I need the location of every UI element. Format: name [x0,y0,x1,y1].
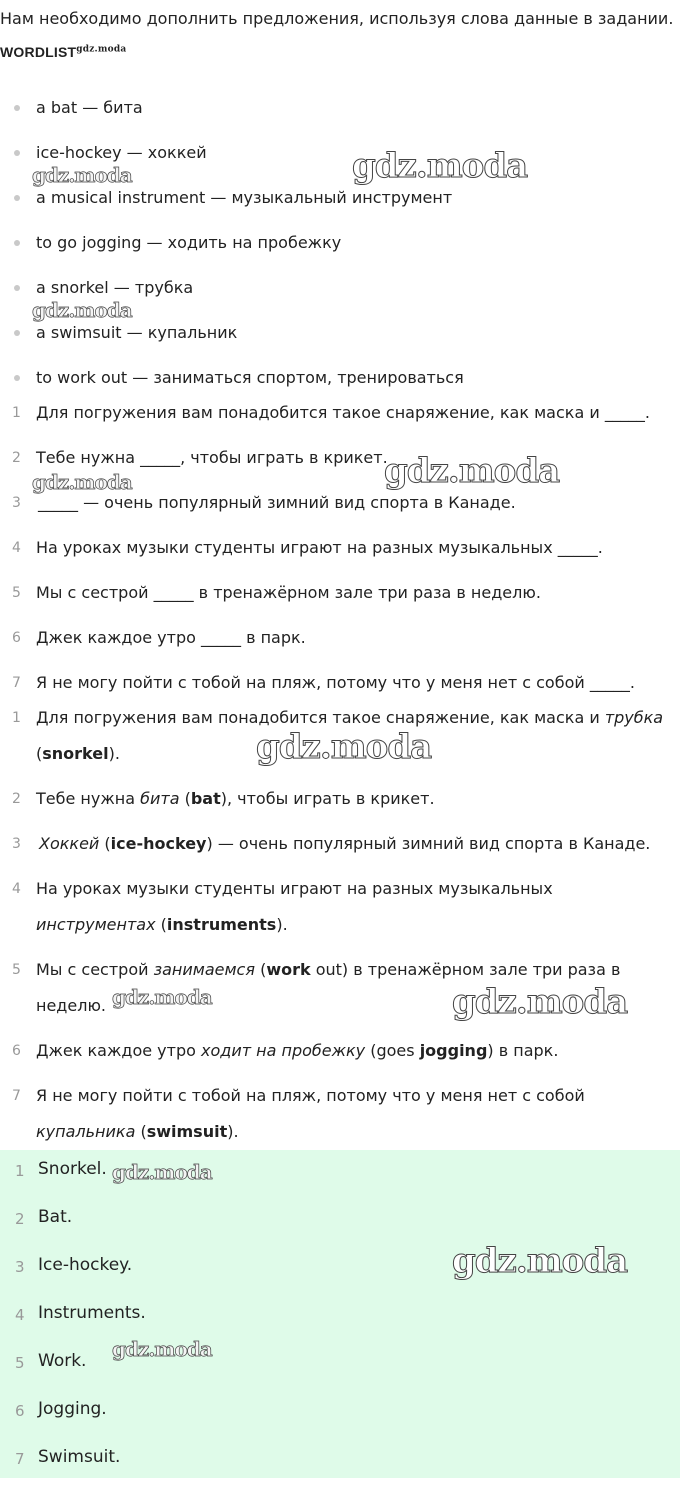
answer-text: ( [135,1122,147,1141]
short-answer: Work. [38,1351,87,1371]
bullet-icon [14,285,20,291]
answer-text: ) в парк. [487,1041,559,1060]
answer-ru: бита [140,789,180,808]
list-item: to go jogging — ходить на пробежку [36,233,342,252]
task-item: Для погружения вам понадобится такое снаряжение, как маска и _____. [36,403,650,422]
bullet-icon [14,240,20,246]
task-item: Мы с сестрой _____ в тренажёрном зале три раза в неделю. [36,583,541,602]
answer-item [36,1078,676,1150]
answer-text: Мы с сестрой [36,960,154,979]
answer-en: jogging [419,1041,488,1060]
item-number: 4 [12,881,21,897]
answer-text: ). [276,915,288,934]
task-item: Тебе нужна _____, чтобы играть в крикет. [36,448,388,467]
bullet-icon [14,150,20,156]
item-number: 7 [12,675,21,691]
task-item: Джек каждое утро _____ в парк. [36,628,306,647]
watermark: gdz.moda [256,727,432,767]
short-answer-box [0,1150,680,1478]
answer-text: ) — очень популярный зимний вид спорта в Канаде. [206,834,651,853]
answer-en: bat [190,789,221,808]
bullet-icon [14,330,20,336]
wordlist-title: WORDLIST [0,44,77,60]
item-number: 7 [12,1088,21,1104]
short-answer: Snorkel. [38,1159,107,1179]
list-item: a musical instrument — музыкальный инструмент [36,188,453,207]
item-number: 1 [12,405,21,421]
answer-en: snorkel [42,744,109,763]
answer-ru: ходит на пробежку [201,1041,366,1060]
answer-text: out) в тренажёрном зале три раза в неделю. [36,960,621,1015]
answer-item [39,826,679,862]
item-number: 6 [12,630,21,646]
answer-text: ( [99,834,111,853]
task-item: _____ — очень популярный зимний вид спорта в Канаде. [38,493,516,512]
answer-text: Джек каждое утро [36,1041,201,1060]
item-number: 5 [12,962,21,978]
item-number: 3 [12,836,21,852]
answer-text: ( [254,960,267,979]
list-item: a bat — бита [36,98,143,117]
list-item: a snorkel — трубка [36,278,194,297]
item-number: 3 [15,1258,25,1276]
item-number: 4 [12,540,21,556]
answer-ru: купальника [36,1122,136,1141]
task-item: На уроках музыки студенты играют на разных музыкальных _____. [36,538,603,557]
watermark: gdz.moda [452,982,628,1022]
list-item: ice-hockey — хоккей [36,143,207,162]
short-answer: Ice-hockey. [38,1255,133,1275]
answer-item [36,781,676,817]
list-item: a swimsuit — купальник [36,323,238,342]
answer-text: ( [155,915,167,934]
wordlist-sup: gdz.moda [76,44,127,55]
watermark: gdz.moda [32,470,132,494]
short-answer: Instruments. [38,1303,146,1323]
wordlist-heading [0,44,126,60]
short-answer: Jogging. [38,1399,107,1419]
bullet-icon [14,195,20,201]
item-number: 5 [15,1354,25,1372]
answer-text: ( [36,744,43,763]
answer-en: instruments [166,915,277,934]
watermark: gdz.moda [32,298,132,322]
task-item: Я не могу пойти с тобой на пляж, потому что у меня нет с собой _____. [36,673,635,692]
answer-text: ). [108,744,120,763]
item-number: 1 [12,710,21,726]
answer-text: На уроках музыки студенты играют на разных музыкальных [36,879,553,898]
intro-text: Нам необходимо дополнить предложения, используя слова данные в задании. [0,9,674,28]
item-number: 2 [15,1210,25,1228]
bullet-icon [14,375,20,381]
item-number: 2 [12,450,21,466]
watermark: gdz.moda [112,1160,212,1184]
watermark: gdz.moda [32,163,132,187]
answer-ru: Хоккей [39,834,100,853]
answer-text: Тебе нужна [36,789,141,808]
watermark: gdz.moda [352,146,528,186]
answer-en: work [266,960,311,979]
answer-item [36,871,676,943]
item-number: 7 [15,1450,25,1468]
short-answer: Swimsuit. [38,1447,121,1467]
answer-en: ice-hockey [110,834,207,853]
item-number: 5 [12,585,21,601]
watermark: gdz.moda [112,985,212,1009]
answer-text: ( [179,789,191,808]
item-number: 3 [12,495,21,511]
item-number: 2 [12,791,21,807]
answer-text: Для погружения вам понадобится такое снаряжение, как маска и [36,708,605,727]
item-number: 6 [15,1402,25,1420]
answer-ru: инструментах [36,915,156,934]
answer-text: ). [227,1122,239,1141]
item-number: 6 [12,1043,21,1059]
item-number: 4 [15,1306,25,1324]
answer-ru: трубка [604,708,664,727]
short-answer: Bat. [38,1207,73,1227]
watermark: gdz.moda [112,1337,212,1361]
answer-text: ), чтобы играть в крикет. [220,789,435,808]
answer-item [36,1033,676,1069]
list-item: to work out — заниматься спортом, тренироваться [36,368,464,387]
answer-en: swimsuit [146,1122,228,1141]
answer-text: (goes [365,1041,420,1060]
bullet-icon [14,105,20,111]
watermark: gdz.moda [384,451,560,491]
watermark: gdz.moda [452,1241,628,1281]
answer-text: Я не могу пойти с тобой на пляж, потому что у меня нет с собой [36,1086,585,1105]
item-number: 1 [15,1162,25,1180]
answer-ru: занимаемся [153,960,255,979]
